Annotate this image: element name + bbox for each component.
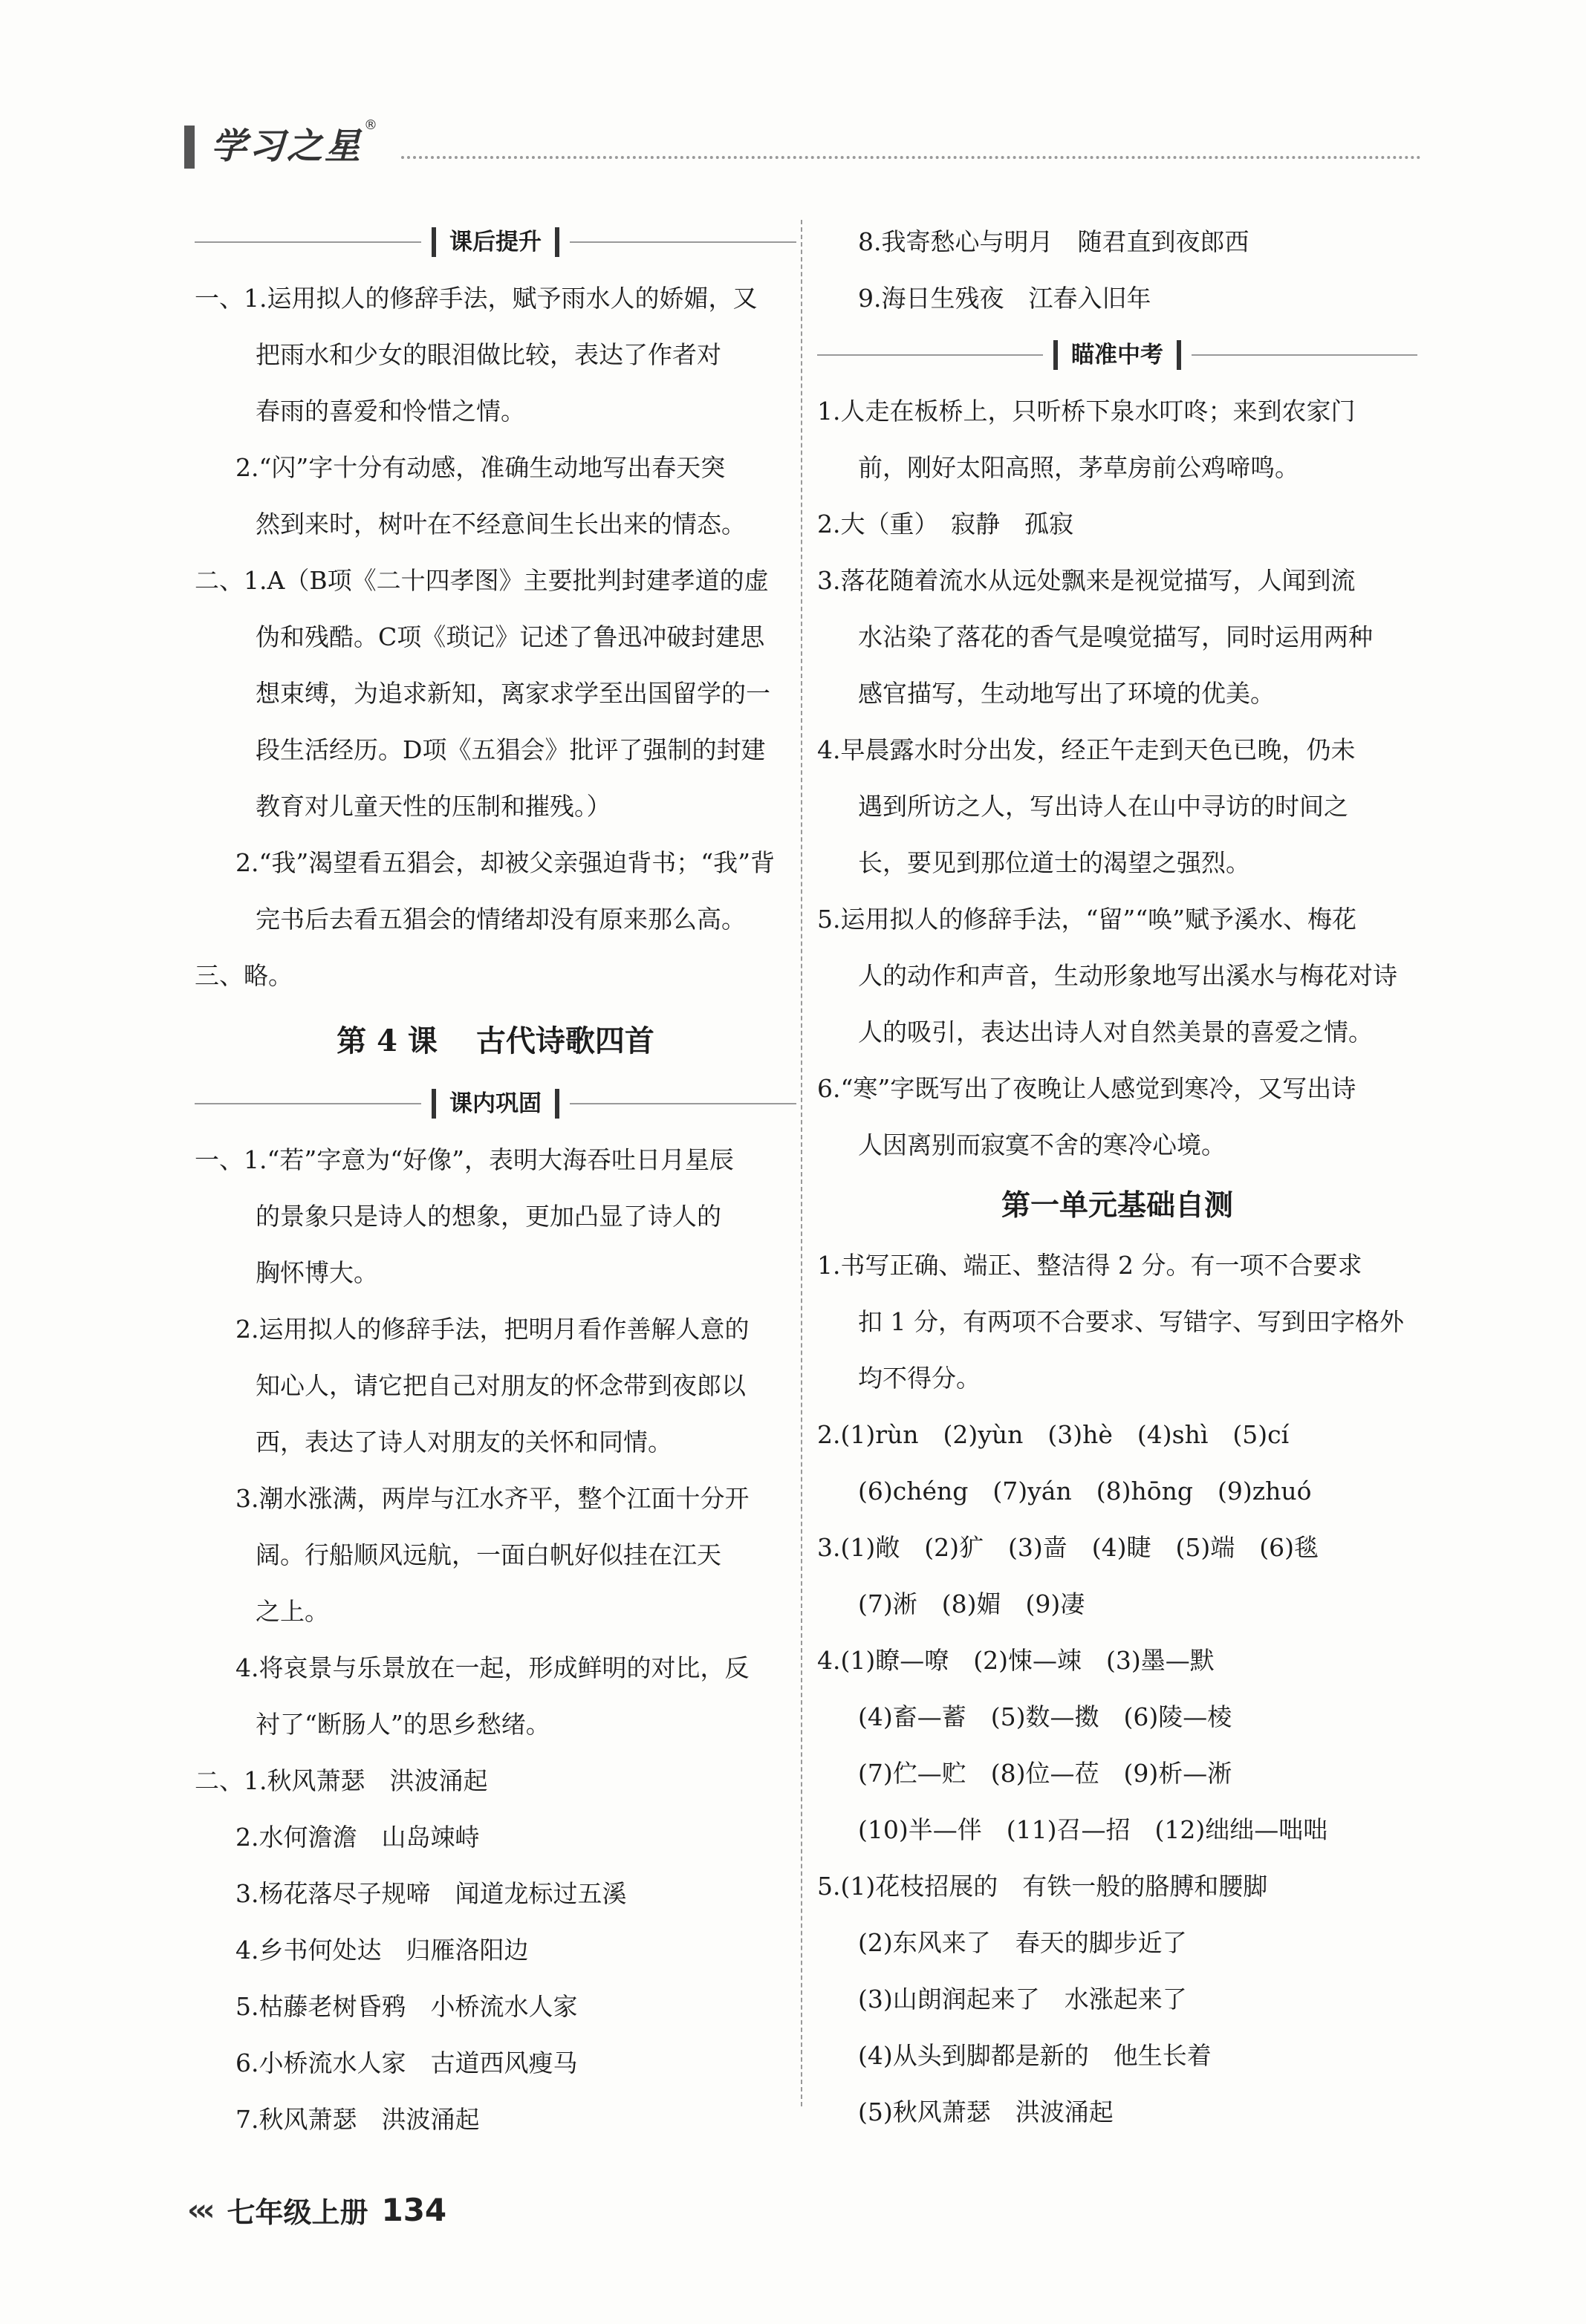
page-footer <box>187 2190 446 2230</box>
answer-item: 二、1.秋风萧瑟 洪波涌起 <box>195 1766 488 1795</box>
answer-item: 2.运用拟人的修辞手法，把明月看作善解人意的 <box>235 1315 750 1344</box>
answer-continuation: 春雨的喜爱和怜惜之情。 <box>256 397 525 426</box>
answer-continuation: (10)半—伴 (11)召—招 (12)绌绌—咄咄 <box>858 1815 1328 1844</box>
answer-continuation: 之上。 <box>256 1597 329 1626</box>
brand-logo <box>184 117 377 169</box>
answer-continuation: (7)淅 (8)媚 (9)凄 <box>858 1589 1085 1618</box>
answer-continuation: 胸怀博大。 <box>256 1258 378 1287</box>
answer-continuation: 然到来时，树叶在不经意间生长出来的情态。 <box>256 510 746 538</box>
answer-continuation: 均不得分。 <box>858 1364 981 1393</box>
answer-continuation: (4)从头到脚都是新的 他生长着 <box>858 2041 1212 2070</box>
answer-item: 4.(1)瞭—嘹 (2)悚—竦 (3)墨—默 <box>817 1646 1215 1675</box>
answer-item: 9.海日生残夜 江春入旧年 <box>858 284 1151 313</box>
answer-item: 一、1.“若”字意为“好像”，表明大海吞吐日月星辰 <box>195 1145 734 1174</box>
answer-item: 5.枯藤老树昏鸦 小桥流水人家 <box>235 1992 578 2021</box>
answer-continuation: (7)伫—贮 (8)位—莅 (9)析—淅 <box>858 1759 1232 1788</box>
answer-continuation: 伪和残酷。C项《琐记》记述了鲁迅冲破封建思 <box>256 622 765 651</box>
answer-continuation: 人的动作和声音，生动形象地写出溪水与梅花对诗 <box>858 961 1397 990</box>
brand-bar <box>184 126 195 169</box>
answer-item: 2.“我”渴望看五猖会，却被父亲强迫背书；“我”背 <box>235 848 775 877</box>
answer-item: 4.将哀景与乐景放在一起，形成鲜明的对比，反 <box>235 1653 750 1682</box>
answer-item: 2.水何澹澹 山岛竦峙 <box>235 1823 480 1852</box>
section-title: 课后提升 <box>432 227 559 257</box>
answer-continuation: 想束缚，为追求新知，离家求学至出国留学的一 <box>256 679 770 708</box>
answer-continuation: (3)山朗润起来了 水涨起来了 <box>858 1985 1187 2014</box>
answer-item: 4.乡书何处达 归雁洛阳边 <box>235 1936 529 1965</box>
answer-item: 2.(1)rùn (2)yùn (3)hè (4)shì (5)cí <box>817 1420 1290 1449</box>
answer-item: 5.(1)花枝招展的 有铁一般的胳膊和腰脚 <box>817 1872 1268 1901</box>
answer-continuation: 遇到所访之人，写出诗人在山中寻访的时间之 <box>858 792 1348 821</box>
answer-continuation: 人的吸引，表达出诗人对自然美景的喜爱之情。 <box>858 1018 1373 1047</box>
right-column <box>817 214 1417 2141</box>
grade-label: 七年级上册 <box>227 2196 368 2229</box>
answer-item: 一、1.运用拟人的修辞手法，赋予雨水人的娇媚，又 <box>195 284 758 313</box>
answer-continuation: 感官描写，生动地写出了环境的优美。 <box>858 679 1275 708</box>
answer-continuation: 段生活经历。D项《五猖会》批评了强制的封建 <box>256 735 766 764</box>
answer-continuation: 知心人，请它把自己对朋友的怀念带到夜郎以 <box>256 1371 746 1400</box>
left-column <box>195 214 796 2148</box>
header-dotted-rule <box>401 156 1421 159</box>
section-header <box>817 327 1417 383</box>
section-title: 瞄准中考 <box>1053 340 1181 370</box>
page-number: 134 <box>381 2192 447 2228</box>
brand-name: 学习之星 <box>211 126 363 167</box>
answer-item: 3.潮水涨满，两岸与江水齐平，整个江面十分开 <box>235 1484 750 1513</box>
section-rule <box>817 354 1043 356</box>
answer-continuation: 把雨水和少女的眼泪做比较，表达了作者对 <box>256 340 721 369</box>
answer-item: 6.“寒”字既写出了夜晚让人感觉到寒冷，又写出诗 <box>817 1074 1356 1103</box>
section-header <box>195 1075 796 1132</box>
answer-item: 3.杨花落尽子规啼 闻道龙标过五溪 <box>235 1879 627 1908</box>
section-rule <box>195 1103 421 1104</box>
answer-continuation: 的景象只是诗人的想象，更加凸显了诗人的 <box>256 1202 721 1231</box>
chevrons-left-icon: ‹‹‹ <box>187 2193 211 2227</box>
answer-continuation: 衬了“断肠人”的思乡愁绪。 <box>256 1710 550 1739</box>
answer-item: 1.书写正确、端正、整洁得 2 分。有一项不合要求 <box>817 1251 1362 1280</box>
answer-item: 1.人走在板桥上，只听桥下泉水叮咚；来到农家门 <box>817 397 1356 426</box>
answer-item: 2.“闪”字十分有动感，准确生动地写出春天突 <box>235 453 726 482</box>
answer-continuation: 阔。行船顺风远航，一面白帆好似挂在江天 <box>256 1540 721 1569</box>
answer-continuation: (4)畜—蓄 (5)数—擞 (6)陵—棱 <box>858 1702 1232 1731</box>
answer-continuation: 扣 1 分，有两项不合要求、写错字、写到田字格外 <box>858 1307 1404 1336</box>
answer-continuation: 人因离别而寂寞不舍的寒冷心境。 <box>858 1130 1226 1159</box>
answer-continuation: 长，要见到那位道士的渴望之强烈。 <box>858 848 1250 877</box>
lesson-title <box>195 1010 796 1073</box>
answer-continuation: (6)chéng (7)yán (8)hōng (9)zhuó <box>858 1477 1312 1506</box>
answer-continuation: 水沾染了落花的香气是嗅觉描写，同时运用两种 <box>858 622 1373 651</box>
lesson-name: 古代诗歌四首 <box>475 1023 654 1058</box>
answer-item: 5.运用拟人的修辞手法，“留”“唤”赋予溪水、梅花 <box>817 905 1356 934</box>
section-rule <box>570 1103 796 1104</box>
answer-continuation: 教育对儿童天性的压制和摧残。） <box>256 792 611 821</box>
answer-item: 7.秋风萧瑟 洪波涌起 <box>235 2105 480 2134</box>
answer-item: 3.落花随着流水从远处飘来是视觉描写，人闻到流 <box>817 566 1356 595</box>
answer-item: 二、1.A（B项《二十四孝图》主要批判封建孝道的虚 <box>195 566 769 595</box>
unit-title: 第一单元基础自测 <box>1001 1188 1233 1223</box>
answer-continuation: 西，表达了诗人对朋友的关怀和同情。 <box>256 1428 672 1456</box>
registered-mark: ® <box>364 117 378 133</box>
answer-item: 2.大（重） 寂静 孤寂 <box>817 510 1073 538</box>
section-rule <box>570 241 796 243</box>
answer-continuation: 完书后去看五猖会的情绪却没有原来那么高。 <box>256 905 746 934</box>
section-title: 课内巩固 <box>432 1089 559 1119</box>
answer-item: 3.(1)敞 (2)犷 (3)啬 (4)睫 (5)端 (6)毯 <box>817 1533 1319 1562</box>
answer-item: 4.早晨露水时分出发，经正午走到天色已晚，仍未 <box>817 735 1356 764</box>
section-header <box>195 214 796 270</box>
answer-continuation: (2)东风来了 春天的脚步近了 <box>858 1928 1187 1957</box>
section-rule <box>1192 354 1417 356</box>
answer-continuation: 前，刚好太阳高照，茅草房前公鸡啼鸣。 <box>858 453 1299 482</box>
lesson-number: 第 4 课 <box>337 1023 438 1058</box>
answer-item: 6.小桥流水人家 古道西风瘦马 <box>235 2048 578 2077</box>
section-rule <box>195 241 421 243</box>
answer-continuation: (5)秋风萧瑟 洪波涌起 <box>858 2097 1114 2126</box>
answer-item: 8.我寄愁心与明月 随君直到夜郎西 <box>858 227 1249 256</box>
column-divider <box>801 220 802 2106</box>
answer-item: 三、略。 <box>195 961 293 990</box>
